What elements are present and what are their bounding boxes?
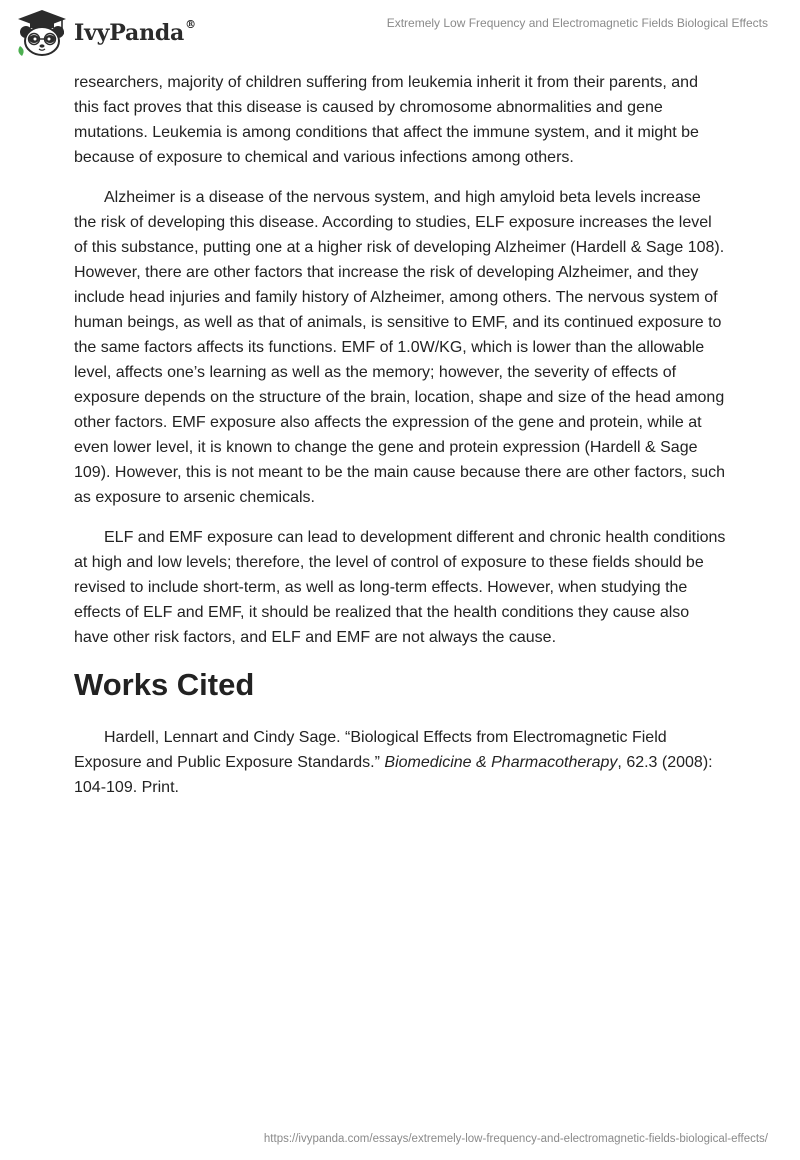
- works-cited-heading: Works Cited: [74, 667, 255, 702]
- citation-journal: Biomedicine & Pharmacotherapy: [384, 754, 618, 771]
- paragraph: ELF and EMF exposure can lead to development different and chronic health conditions at high and low levels; therefore, the level of control of exposure to these fields should be revised to include short-term, as well as long-term effects. However, when studying the effects of ELF and EMF, it should be realized that the health conditions they cause also have other risk factors, and ELF and EMF are not always the cause.: [74, 529, 726, 646]
- source-url[interactable]: https://ivypanda.com/essays/extremely-low-frequency-and-electromagnetic-fields-biological-effects/: [263, 1133, 768, 1145]
- citation-authors-title: Hardell, Lennart and Cindy Sage. “Biological Effects from Electromagnetic Field Exposure and Public Exposure Standards.”: [74, 729, 667, 771]
- panda-graduate-icon: [14, 8, 70, 58]
- page-header: [0, 0, 800, 64]
- citation-entry: [74, 725, 726, 800]
- document-title: Extremely Low Frequency and Electromagnetic Fields Biological Effects: [386, 16, 768, 30]
- essay-body: [74, 70, 726, 800]
- ivypanda-logo[interactable]: [14, 8, 196, 58]
- paragraph: researchers, majority of children suffering from leukemia inherit it from their parents, and this fact proves that this disease is caused by chromosome abnormalities and gene mutations. Leukemia is among conditions that affect the immune system, and it might be because of exposure to chemical and various infections among others.: [74, 74, 699, 166]
- citation-details: , 62.3 (2008): 104-109. Print.: [74, 754, 713, 796]
- brand-name: IvyPanda®: [74, 17, 196, 46]
- paragraph: Alzheimer is a disease of the nervous system, and high amyloid beta levels increase the risk of developing this disease. According to studies, ELF exposure increases the level of this substance, putting one at a higher risk of developing Alzheimer (Hardell & Sage 108). However, there are other factors that increase the risk of developing Alzheimer, and they include head injuries and family history of Alzheimer, among others. The nervous system of human beings, as well as that of animals, is sensitive to EMF, and its continued exposure to the same factors affects its functions. EMF of 1.0W/KG, which is lower than the allowable level, affects one’s learning as well as the memory; however, the severity of effects of exposure depends on the structure of the brain, location, shape and size of the head among other factors. EMF exposure also affects the expression of the gene and protein, while at even lower level, it is known to change the gene and protein expression (Hardell & Sage 109). However, this is not meant to be the main cause because there are other factors, such as exposure to arsenic chemicals.: [74, 189, 726, 506]
